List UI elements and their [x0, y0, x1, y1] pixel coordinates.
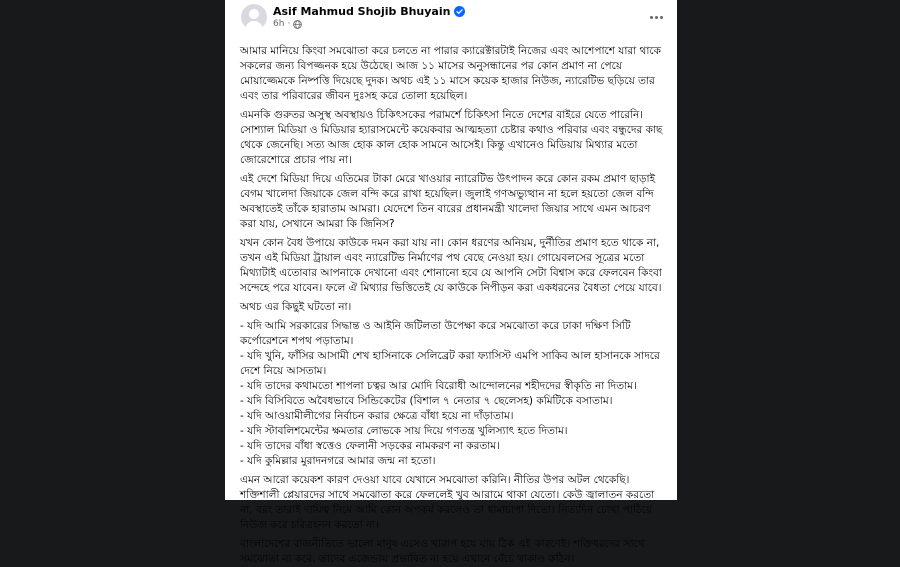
- post-paragraph: এমনকি গুরুতর অসুস্থ অবস্থায়ও চিকিৎসকের পরামর্শে চিকিৎসা নিতে দেশের বাইরে যেতে পারেনি। সোশ্যাল মিডিয়া ও মিডিয়ার হ্যারাসমেন্টে কয়েকবার আত্মহত্যা চেষ্টার কথাও পরিবার এবং বন্ধুদের কাছ থেকে জেনেছি। সত্য আজ হোক কাল হোক সামনে আসেই। কিন্তু এখানেও মিডিয়ায় মিথ্যার মতো জোরেশোরে প্রচার পায় না।: [240, 109, 663, 166]
- bullet-item: - যদি আমি সরকারের সিদ্ধান্ত ও আইনি জটিলতা উপেক্ষা করে সমঝোতা করে ঢাকা দক্ষিণ সিটি কর্পোরেশনে শপথ পড়াতাম।: [240, 320, 631, 347]
- author-row: [273, 5, 465, 18]
- post-paragraph: বাংলাদেশের রাজনীতিতে ভালো মানুষ এসেও খারাপ হয়ে যায় ঠিক এই কারণেই। শক্তিধরদের সাথে সমঝোতা না করে, তাদের এজেন্ডায় প্রভাবিত না হয়ে এখানে বেঁচে থাকাও কঠিন।: [240, 538, 645, 565]
- post-paragraph: এই দেশে মিডিয়া দিয়ে এতিমের টাকা মেরে খাওয়ার ন্যারেটিভ উৎপাদন করে কোন রকম প্রমাণ ছাড়াই বেগম খালেদা জিয়াকে জেল বন্দি করে রাখা হয়েছিল। জুলাই গণঅভ্যুত্থান না হলে হয়তো জেল বন্দি অবস্থাতেই তাঁকে হারাতাম আমরা। যেদেশে তিন বারের প্রধানমন্ত্রী খালেদা জিয়ার সাথে এমন আচরণ করা যায়, সেখানে আমরা কি জিনিস?: [240, 173, 656, 230]
- post-card: [225, 0, 677, 565]
- globe-icon[interactable]: [293, 20, 302, 29]
- avatar-silhouette-body: [245, 21, 263, 35]
- post-paragraph: যখন কোন বৈধ উপায়ে কাউকে দমন করা যায় না। কোন ধরণের অনিয়ম, দুর্নীতির প্রমাণ হতে থাকে না, তখন এই মিডিয়া ট্রায়াল এবং ন্যারেটিভ নির্মাণের পথ বেছে নেওয়া হয়। গোয়েবলসের সূত্রের মতো মিথ্যাটাই এতোবার আপনাকে দেখানো এবং শোনানো হবে যে আপনি সেটা বিশ্বাস করে ফেলবেন কিংবা সন্দেহে পরে যাবেন। ফলে ঐ মিথ্যার ভিত্তিতেই যে কাউকে নিপীড়ন করা একধরনের বৈধতা পেয়ে যাবে।: [240, 237, 662, 294]
- avatar-silhouette-head: [249, 9, 259, 19]
- post-header: [225, 0, 677, 44]
- bullet-item: - যদি কুমিল্লার মুরাদনগরে আমার জন্ম না হতো।: [240, 455, 436, 467]
- meta-separator: ·: [287, 19, 291, 29]
- bullet-item: - যদি খুনি, ফাঁসির আসামী শেখ হাসিনাকে সেলিব্রেট করা ফ্যাসিস্ট এমপি সাকিব আল হাসানকে সাদরে দেশে নিয়ে আসতাম।: [240, 350, 660, 377]
- post-paragraph: অথচ এর কিছুই ঘটতো না।: [240, 301, 352, 313]
- post-timestamp[interactable]: 6h: [273, 19, 285, 29]
- verified-badge-icon: [454, 6, 465, 17]
- author-name[interactable]: Asif Mahmud Shojib Bhuyain: [273, 5, 451, 18]
- bullet-item: - যদি বিসিবিতে অবৈধভাবে সিন্ডিকেটের (বিশাল ৭ নেতার ৭ ছেলেসহ) কমিটিকে বসাতাম।: [240, 395, 613, 407]
- more-options-icon[interactable]: [647, 8, 665, 26]
- bullet-item: - যদি স্টাবলিশমেন্টের ক্ষমতার লোভকে সায় দিয়ে গণতন্ত্র খুলিস্যাৎ হতে দিতাম।: [240, 425, 568, 437]
- post-meta: [273, 19, 302, 29]
- bullet-item: - যদি আওয়ামীলীগের নির্বাচন করার ক্ষেত্রে বাঁধা হয়ে না দাঁড়াতাম।: [240, 410, 514, 422]
- post-body: [225, 44, 677, 567]
- bullet-item: - যদি তাদের কথামতো শাপলা চত্বর আর মোদি বিরোধী আন্দোলনের শহীদদের স্বীকৃতি না দিতাম।: [240, 380, 637, 392]
- post-paragraph: আমার মানিয়ে কিংবা সমঝোতা করে চলতে না পারার ক্যারেক্টারটাই নিজের এবং আশেপাশে যারা থাকে সকলের জন্য বিপজ্জনক হয়ে উঠেছে। আজ ১১ মাসের অনুসন্ধানের পর কোন প্রমাণ না পেয়ে মোয়াজ্জেমকে নিষ্পত্তি দিয়েছে দুদক। অথচ এই ১১ মাসে কয়েক হাজার নিউজ, ন্যারেটিভ ছড়িয়ে তার এবং তার পরিবারের জীবন দুঃসহ করে তোলা হয়েছিল।: [240, 45, 661, 102]
- author-avatar[interactable]: [241, 4, 267, 30]
- bullet-list: [240, 319, 663, 469]
- bullet-item: - যদি তাদের বাঁধা স্বত্তেও ফেলানী সড়কের নামকরণ না করতাম।: [240, 440, 500, 452]
- post-paragraph: এমন আরো কয়েকশ কারণ দেওয়া যাবে যেখানে সমঝোতা করিনি। নীতির উপর অটল থেকেছি। শক্তিশালী প্লেয়ারদের সাথে সমঝোতা করে ফেললেই খুব আরামে থাকা যেতো। কেউ জ্বালাতন করতো না, বরং তারাই দায়িত্ব নিয়ে আমি কোন অপকর্ম করলেও তা ধামাচাপা দিতো। নিত্যদিন চোখা পাঠিয়ে নিউজ করে চরিত্রহনন করতো না।: [240, 474, 655, 531]
